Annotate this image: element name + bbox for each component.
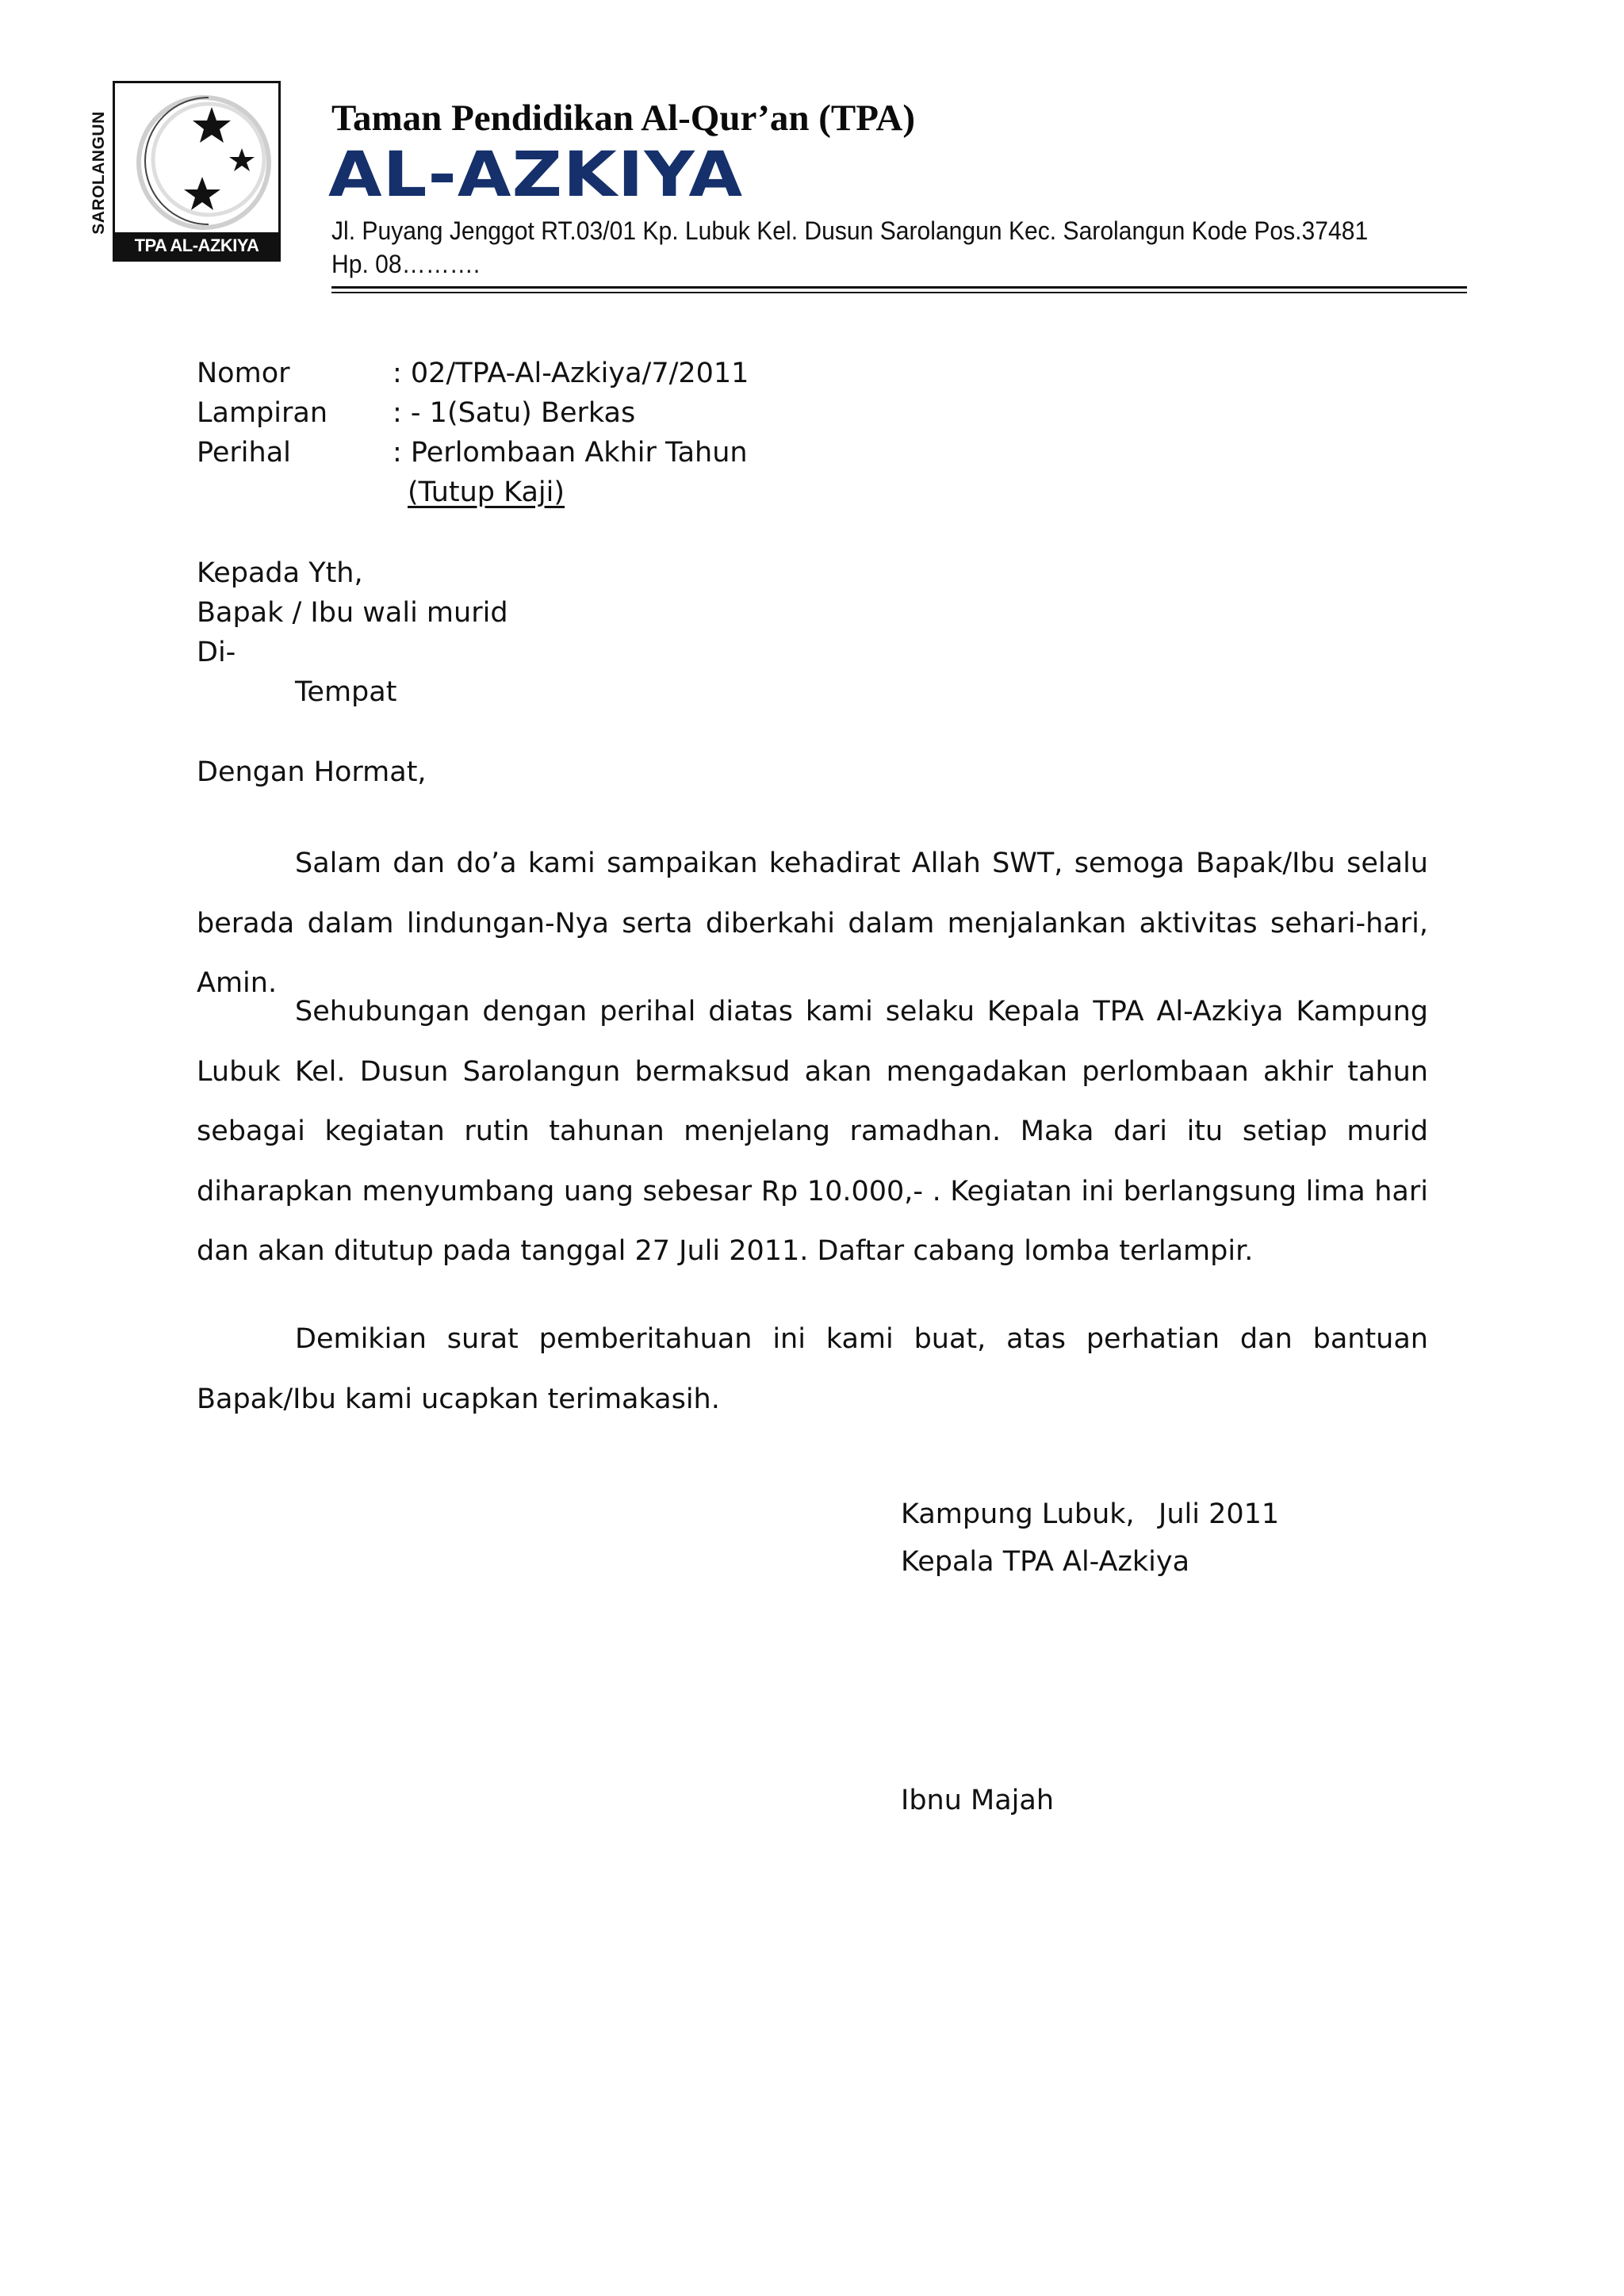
meta-attachment-label: Lampiran bbox=[197, 397, 328, 429]
meta-number-value: : 02/TPA-Al-Azkiya/7/2011 bbox=[393, 358, 749, 389]
recipient-line-3: Di- bbox=[197, 637, 236, 668]
crescent-stars-icon bbox=[115, 83, 278, 234]
recipient-line-1: Kepada Yth, bbox=[197, 557, 363, 589]
body-paragraph-1: Salam dan do’a kami sampaikan kehadirat Allah SWT, semoga Bapak/Ibu selalu berada dalam lindungan-Nya serta diberkahi dalam menjalankan aktivitas sehari-hari, Amin. bbox=[197, 848, 1428, 999]
signature-title: Kepala TPA Al-Azkiya bbox=[901, 1546, 1190, 1578]
signature-name: Ibnu Majah bbox=[901, 1785, 1055, 1816]
meta-subject-subtitle: (Tutup Kaji) bbox=[408, 476, 565, 508]
letterhead-divider-thin bbox=[331, 292, 1467, 293]
body-paragraph-3: Demikian surat pemberitahuan ini kami buat, atas perhatian dan bantuan Bapak/Ibu kami ucapkan terimakasih. bbox=[197, 1323, 1428, 1415]
body-paragraph-2: Sehubungan dengan perihal diatas kami selaku Kepala TPA Al-Azkiya Kampung Lubuk Kel. Dusun Sarolangun bermaksud akan mengadakan perlombaan akhir tahun sebagai kegiatan rutin tahunan menjelang ramadhan. Maka dari itu setiap murid diharapkan menyumbang uang sebesar Rp 10.000,- . Kegiatan ini berlangsung lima hari dan akan ditutup pada tanggal 27 Juli 2011. Daftar cabang lomba terlampir. bbox=[197, 996, 1428, 1267]
recipient-line-2: Bapak / Ibu wali murid bbox=[197, 597, 508, 629]
recipient-line-4: Tempat bbox=[295, 676, 397, 708]
logo-vertical-text: SAROLANGUN bbox=[90, 110, 108, 235]
meta-number-label: Nomor bbox=[197, 358, 290, 389]
meta-subject-value: : Perlombaan Akhir Tahun bbox=[393, 437, 748, 469]
logo-footer: TPA AL-AZKIYA bbox=[115, 232, 278, 259]
logo bbox=[113, 81, 281, 262]
signature-date: Juli 2011 bbox=[1159, 1498, 1280, 1530]
letterhead-organization-name: AL-AZKIYA bbox=[328, 140, 744, 211]
letterhead-divider-thick bbox=[331, 286, 1467, 289]
letterhead-phone: Hp. 08………. bbox=[331, 250, 481, 278]
greeting: Dengan Hormat, bbox=[197, 756, 427, 788]
letterhead-address: Jl. Puyang Jenggot RT.03/01 Kp. Lubuk Kel. Dusun Sarolangun Kec. Sarolangun Kode Pos.37481 bbox=[331, 216, 1369, 245]
meta-attachment-value: : - 1(Satu) Berkas bbox=[393, 397, 636, 429]
meta-subject-label: Perihal bbox=[197, 437, 291, 469]
signature-place: Kampung Lubuk, bbox=[901, 1498, 1135, 1530]
letterhead-tagline: Taman Pendidikan Al-Qur’an (TPA) bbox=[331, 98, 916, 139]
logo-vertical-label bbox=[87, 79, 111, 266]
